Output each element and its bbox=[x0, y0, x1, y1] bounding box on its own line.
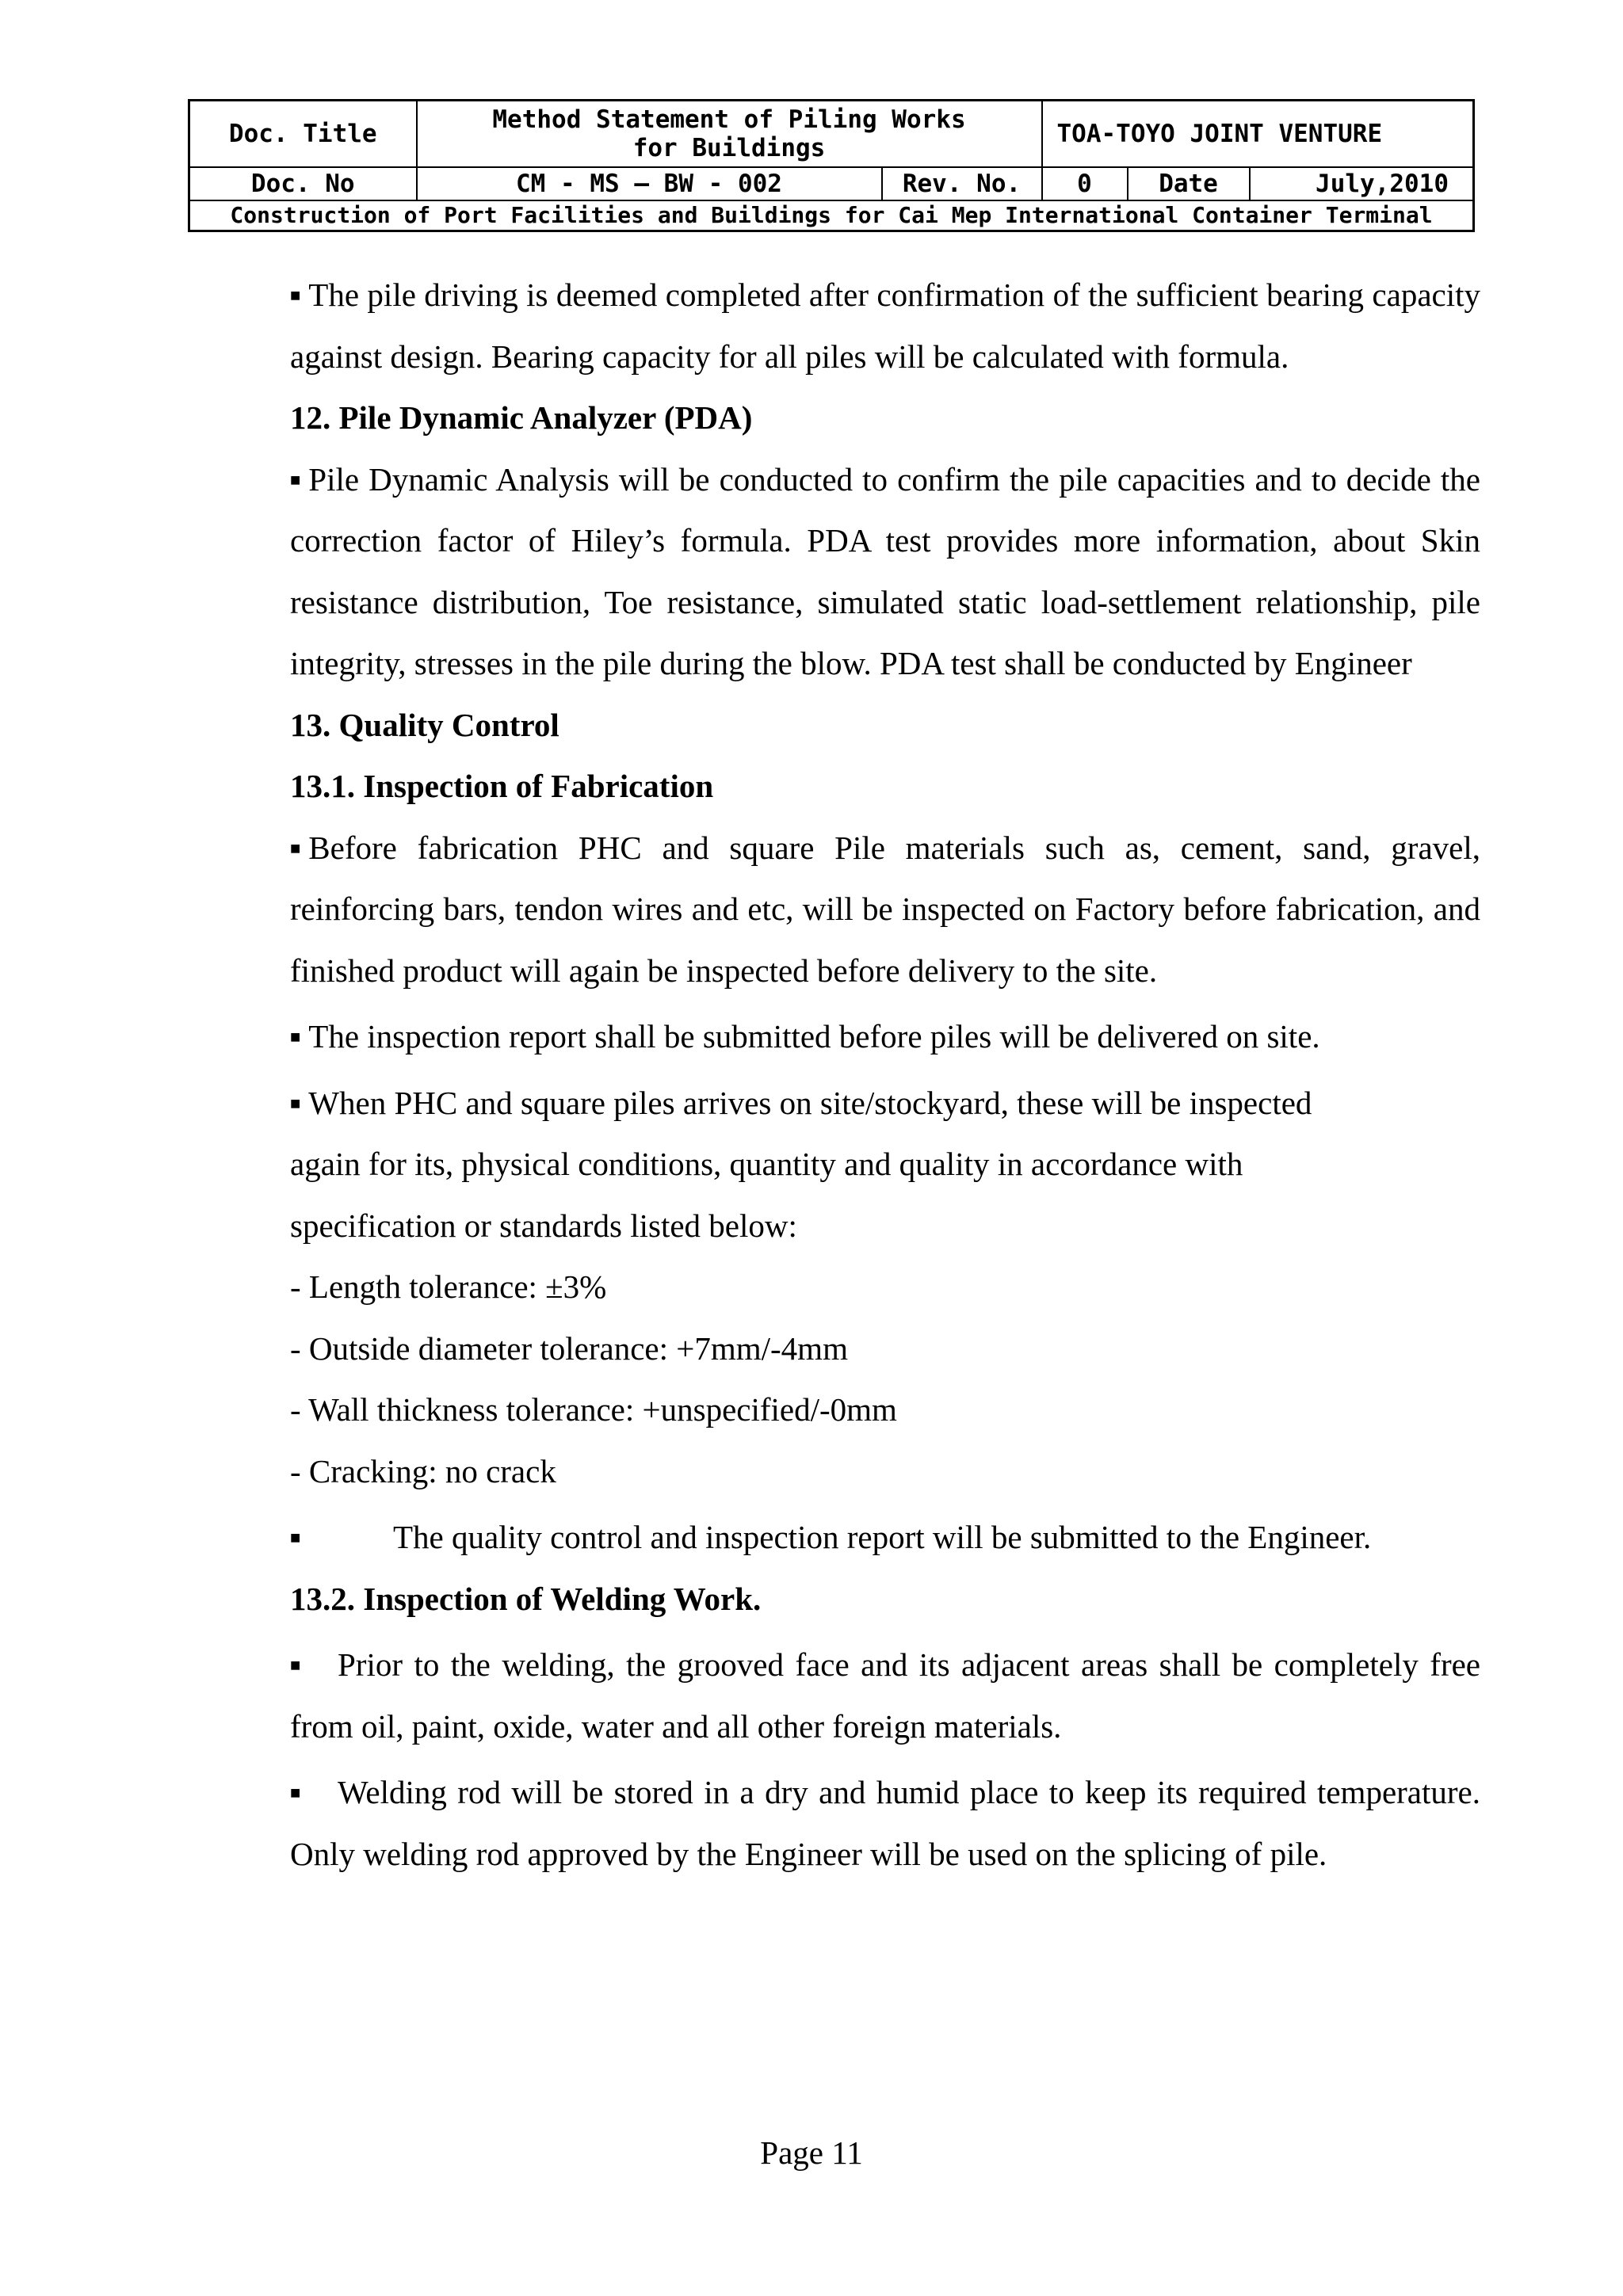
document-body bbox=[290, 265, 1480, 1885]
paragraph-text: Welding rod will be stored in a dry and humid place to keep its required temperature. Only welding rod approved by the Engineer will be used on the splicing of pile. bbox=[290, 1774, 1480, 1872]
doc-no-label: Doc. No bbox=[189, 167, 417, 200]
bullet-icon: ■ bbox=[290, 837, 301, 858]
paragraph-welding-preparation bbox=[290, 1634, 1480, 1757]
doc-title-label: Doc. Title bbox=[189, 101, 417, 168]
date-label: Date bbox=[1128, 167, 1250, 200]
tolerance-item-diameter: - Outside diameter tolerance: +7mm/-4mm bbox=[290, 1329, 848, 1367]
bullet-icon: ■ bbox=[290, 1655, 301, 1675]
doc-no-value: CM - MS – BW - 002 bbox=[417, 167, 882, 200]
paragraph-pile-driving-completion bbox=[290, 265, 1480, 387]
heading-section-13-1: 13.1. Inspection of Fabrication bbox=[290, 768, 714, 804]
paragraph-pda bbox=[290, 449, 1480, 695]
tolerance-item-cracking: - Cracking: no crack bbox=[290, 1452, 556, 1489]
heading-section-13-2: 13.2. Inspection of Welding Work. bbox=[290, 1580, 762, 1617]
paragraph-text: The pile driving is deemed completed after confirmation of the sufficient bearing capacity against design. Bearing capacity for all piles will be calculated with formula. bbox=[290, 277, 1480, 375]
paragraph-text: When PHC and square piles arrives on site/stockyard, these will be inspected bbox=[308, 1084, 1312, 1121]
paragraph-fabrication-inspection bbox=[290, 818, 1480, 1002]
heading-section-12: 12. Pile Dynamic Analyzer (PDA) bbox=[290, 399, 753, 436]
doc-title-line-1: Method Statement of Piling Works bbox=[492, 105, 966, 134]
rev-no-value: 0 bbox=[1042, 167, 1128, 200]
project-title: Construction of Port Facilities and Buildings for Cai Mep International Container Terminal bbox=[189, 200, 1474, 231]
tolerance-item-wall-thickness: - Wall thickness tolerance: +unspecified/-0mm bbox=[290, 1391, 897, 1428]
paragraph-text: The quality control and inspection report will be submitted to the Engineer. bbox=[393, 1519, 1372, 1555]
doc-title-value bbox=[417, 101, 1042, 168]
bullet-icon: ■ bbox=[290, 1093, 301, 1113]
heading-section-13: 13. Quality Control bbox=[290, 706, 559, 743]
date-value: July,2010 bbox=[1250, 167, 1474, 200]
paragraph-site-inspection-line-3: specification or standards listed below: bbox=[290, 1207, 797, 1244]
bullet-icon: ■ bbox=[290, 1783, 301, 1802]
bullet-icon: ■ bbox=[290, 285, 301, 305]
paragraph-text: The inspection report shall be submitted before piles will be delivered on site. bbox=[308, 1018, 1320, 1055]
bullet-icon: ■ bbox=[290, 1027, 301, 1047]
tolerance-item-length: - Length tolerance: ±3% bbox=[290, 1268, 607, 1305]
paragraph-text: Prior to the welding, the grooved face and its adjacent areas shall be completely free from oil, paint, oxide, water and all other foreign materials. bbox=[290, 1646, 1480, 1745]
paragraph-inspection-report bbox=[290, 1006, 1480, 1068]
paragraph-qc-report bbox=[290, 1507, 1480, 1569]
document-header-table bbox=[188, 99, 1475, 232]
page-number: Page 11 bbox=[760, 2134, 863, 2171]
bullet-icon: ■ bbox=[290, 469, 301, 490]
paragraph-text: Pile Dynamic Analysis will be conducted to confirm the pile capacities and to decide the correction factor of Hiley’s formula. PDA test provides more information, about Skin resistance distribution, Toe resistance, simulated static load-settlement relationship, pile integrity, stresses in the pile during the blow. PDA test shall be conducted by Engineer bbox=[290, 460, 1480, 681]
doc-title-line-2: for Buildings bbox=[632, 134, 826, 162]
paragraph-site-inspection-line-1 bbox=[290, 1073, 1480, 1135]
rev-no-label: Rev. No. bbox=[882, 167, 1042, 200]
company-name: TOA-TOYO JOINT VENTURE bbox=[1042, 101, 1474, 168]
paragraph-text: Before fabrication PHC and square Pile materials such as, cement, sand, gravel, reinforcing bars, tendon wires and etc, will be inspected on Factory before fabrication, and finished product will again be inspected before delivery to the site. bbox=[290, 829, 1480, 989]
bullet-icon: ■ bbox=[290, 1527, 301, 1547]
paragraph-welding-rod bbox=[290, 1762, 1480, 1885]
paragraph-site-inspection-line-2: again for its, physical conditions, quantity and quality in accordance with bbox=[290, 1146, 1243, 1182]
